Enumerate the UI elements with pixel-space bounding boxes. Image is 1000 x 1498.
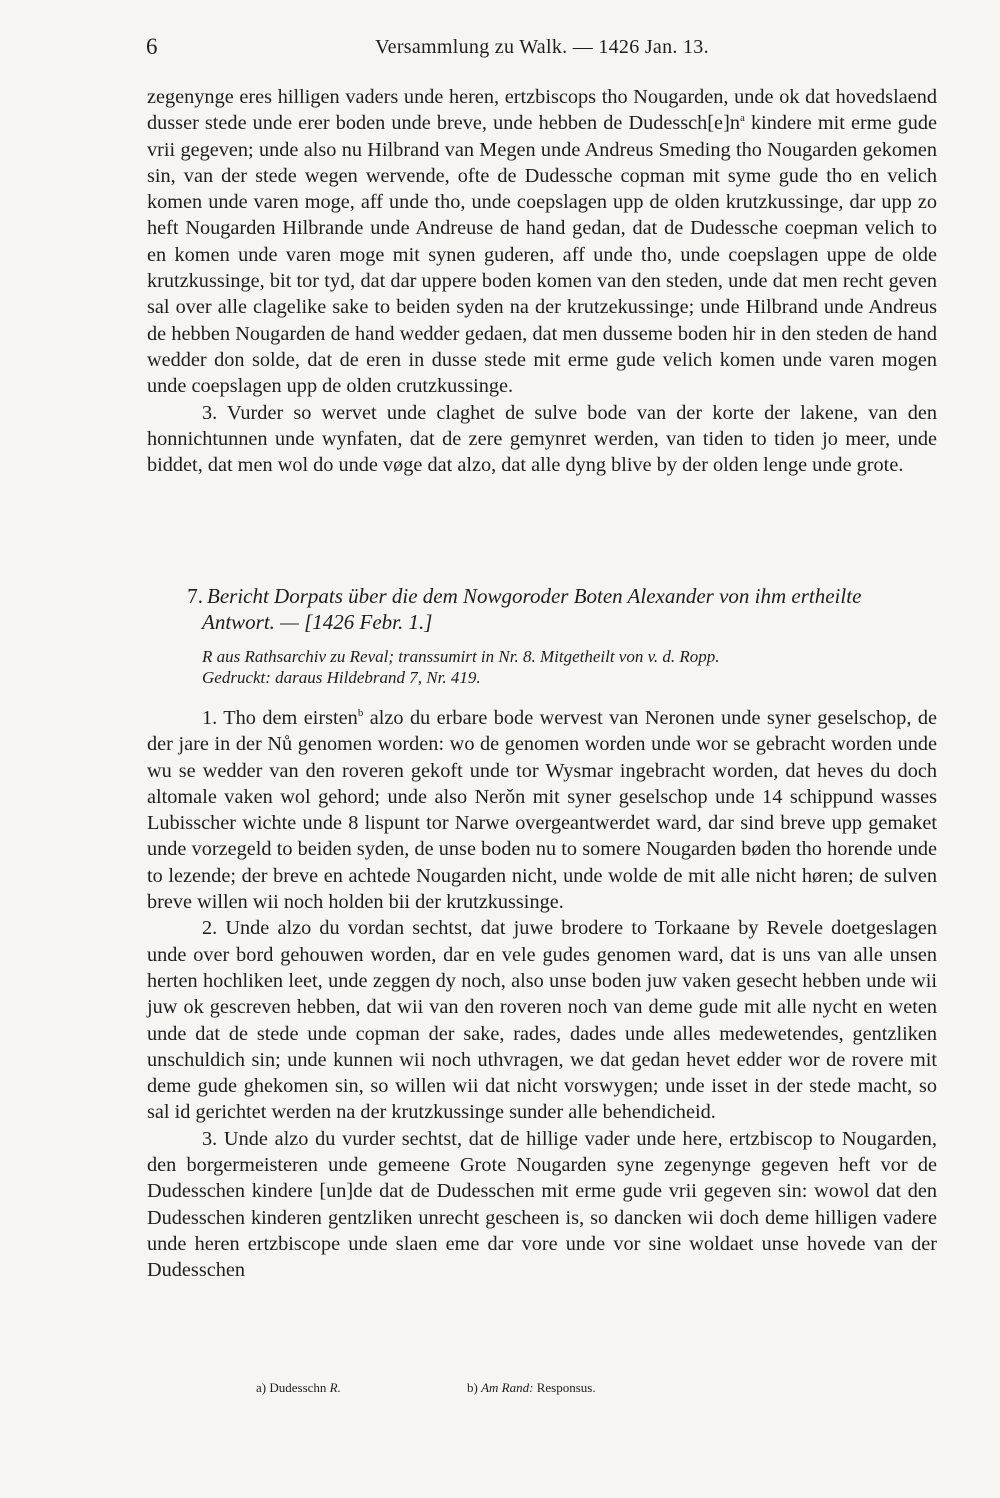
paragraph-text: 1. Tho dem eirsten — [202, 707, 358, 729]
source-siglum: R — [202, 647, 213, 666]
paragraph — [147, 705, 937, 915]
source-text: aus — [212, 647, 245, 666]
footnote-marker-a: a — [739, 112, 745, 125]
paragraph-text: alzo du erbare bode wervest van Neronen unde syner geselschop, de der jare in der Nů genomen worden: wo de genomen worden unde wor se gebracht worden unde wu se wedder van den roveren gekoft unde tor Wysmar ingebracht worden, dat heves du doch altomale vaken wol gehord; unde also Nerǒn mit syner geselschop unde 14 schippund wasses Lubisscher wichte unde 8 lispunt tor Narwe overgeantwerdet ward, dar sind breve upp gemaket unde vorzegeld to beiden syden, de unse boden nu to somere Nougarden bøden tho horende unde to lezende; der breve en achtede Nougarden nicht, unde wolde de mit alle nicht høren; de sulven breve willen wii noch holden bii der krutzkussinge. — [147, 707, 937, 914]
paragraph: 3. Unde alzo du vurder sechtst, dat de hillige vader unde here, ertzbiscop to Nougarden, den borgermeisteren unde gemeene Grote Nougarden syne zegenynge gegeven heft vor de Dudesschen kindere [un]de dat de Dudesschen mit erme gude vrii gegeven sin: wowol dat den Dudesschen kinderen gentzliken unrecht gescheen is, so dancken wii doch deme hilligen vadere unde heren ertzbiscope unde slaen eme dar vore unde vor sine woldaet unse hovede van der Dudesschen — [147, 1127, 937, 1282]
footnote-text: Responsus. — [536, 1380, 596, 1395]
paragraph: 3. Vurder so wervet unde claghet de sulve bode van der korte der lakene, van den honnichtunnen unde wynfaten, dat de zere gemynret werden, van tiden to tiden jo meer, unde biddet, dat men wol do unde vøge dat alzo, dat alle dyng blive by der olden lenge unde grote. — [147, 401, 937, 477]
footnote-b — [467, 1380, 596, 1396]
footnote-marker-b: b — [357, 707, 364, 720]
footnote-text: a) Dudesschn — [256, 1380, 330, 1395]
document-heading — [147, 583, 937, 635]
page-header — [148, 34, 936, 64]
body-section-1 — [147, 84, 937, 478]
document-number: 7. — [187, 584, 203, 608]
running-title: Versammlung zu Walk. — 1426 Jan. 13. — [375, 36, 709, 58]
body-section-2 — [147, 705, 937, 1284]
source-text: Rathsarchiv zu Reval; transsumirt in Nr. 8. Mitgetheilt von v. d. Ropp. — [244, 647, 720, 666]
print-note: Gedruckt: daraus Hildebrand 7, Nr. 419. — [202, 668, 481, 687]
footnote-a — [256, 1380, 341, 1396]
footnote-note: Am Rand: — [481, 1380, 537, 1395]
heading-line: Antwort. — [1426 Febr. 1.] — [202, 610, 433, 634]
footnote-label: b) — [467, 1380, 482, 1395]
footnote-siglum: R. — [329, 1380, 341, 1395]
paragraph-text: zegenynge eres hilligen vaders unde heren, ertzbiscops tho Nougarden, unde ok dat hovedslaend dusser stede unde erer boden unde breve, unde hebben de Dudessch[e]n — [147, 86, 937, 135]
page-number: 6 — [146, 34, 158, 59]
heading-line: Bericht Dorpats über die dem Nowgoroder Boten Alexander von ihm ertheilte — [207, 584, 862, 608]
paragraph — [147, 84, 937, 400]
paragraph-text: kindere mit erme gude vrii gegeven; unde also nu Hilbrand van Megen unde Andreus Smeding tho Nougarden gekomen sin, van der stede wegen wervende, ofte de Dudessche copman mit syme gude tho en velich komen unde varen moge, aff unde tho, unde coepslagen upp de olden krutzkussinge, dar upp zo heft Nougarden Hilbrande unde Andreuse de hand gedan, dat de Dudessche coepman velich to en komen unde varen moge mit synen guderen, aff unde tho, unde coepslagen uppe de olde krutzkussinge, bit tor tyd, dat dar uppere boden komen van den steden, unde dat men recht geven sal over alle clagelike sake to beiden syden na der krutzekussinge; unde Hilbrand unde Andreus de hebben Nougarden de hand wedder gedaen, dat men dusseme boden hir in den steden de hand wedder don solde, dat de eren in dusse stede mit erme gude velich komen unde varen mogen unde coepslagen upp de olden crutzkussinge. — [147, 112, 937, 398]
paragraph: 2. Unde alzo du vordan sechtst, dat juwe brodere to Torkaane by Revele doetgeslagen unde over bord gehouwen worden, dar en vele gudes genomen ward, dat is uns van alle unsen herten hochliken leet, unde zeggen dy noch, also unse boden juw vaken gesecht hebben unde wii juw ok gescreven hebben, dat wii van den roveren noch van deme gude mit alle nycht en weten unde dat de stede unde copman der sake, rades, dades unde alles medewetendes, gentzliken unschuldich sin; unde kunnen wii noch uthvragen, we dat gedan hevet edder wor de rovere mit deme gude ghekomen sin, so willen wii dat nicht vorswygen; unde isset in der stede macht, so sal id gerichtet werden na der krutzkussinge sunder alle behendicheid. — [147, 917, 937, 1124]
source-note — [202, 646, 937, 688]
